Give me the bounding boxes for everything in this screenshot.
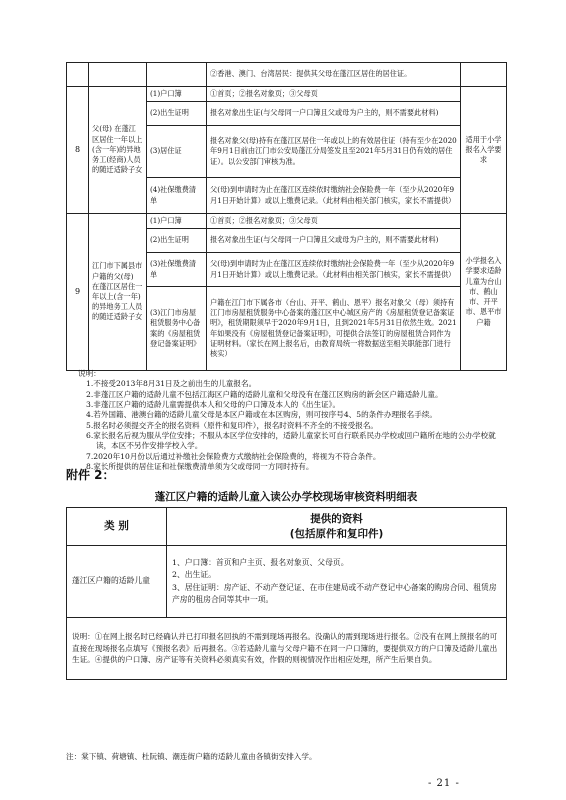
note-item: 3.非蓬江区户籍的适龄儿童需提供本人和父母的户口簿及本人的《出生证》。	[86, 399, 341, 409]
item-text: ①首页；②报名对象页；③父母页	[207, 214, 461, 229]
table-row	[67, 546, 507, 618]
note-item: 4.若外国籍、港澳台籍的适龄儿童父母是本区户籍或在本区购房，则可按序号4、5的条件办理报名手续。	[86, 410, 438, 420]
table-row	[67, 63, 507, 87]
requirement-cell: 适用于小学报名入学要求	[461, 87, 507, 214]
row-materials	[167, 546, 507, 618]
table-header-row	[67, 508, 507, 546]
category-cell: 父(母) 在蓬江区居住一年以上(含一年)的异地务工(经商)人员的随迁适龄子女	[89, 87, 147, 214]
material-item: 1、户口簿：首页和户主页、报名对象页、父母页。	[172, 558, 349, 568]
table-row	[67, 618, 507, 680]
header-materials	[167, 508, 507, 546]
item-text: 父(母)到申请时为止在蓬江区连续依时缴纳社会保险费一年（至少从2020年9月1日开始计算）或以上缴费记录。（此材料由相关部门核实，家长不需提供）	[207, 253, 461, 287]
item-label: (1)户口簿	[147, 214, 207, 229]
note-item: 6.家长报名后视为服从学位安排；不服从本区学位安排的，适龄儿童家长可自行联系民办学校或回户籍所在地的公办学校就读，本区不另作安排学校入学。	[86, 430, 496, 451]
row-category: 蓬江区户籍的适龄儿童	[67, 546, 167, 618]
annex-label: 附件 2：	[66, 468, 115, 482]
annex-footnote: 注：棠下镇、荷塘镇、杜阮镇、潮连街户籍的适龄儿童由各镇街安排入学。	[66, 752, 317, 761]
requirements-table	[66, 62, 507, 371]
note-item: 2.非蓬江区户籍的适龄儿童不包括江海区户籍的适龄儿童和父母没有在蓬江区购房的新会区户籍适龄儿童。	[86, 389, 443, 399]
table-row	[67, 214, 507, 229]
item-label: (3)江门市房屋租赁服务中心备案的《房屋租赁登记备案证明》	[147, 287, 207, 371]
annex-note: 说明：①在网上报名时已经确认并已打印报名回执的不需到现场再报名。没确认的需到现场进行报名。②没有在网上预报名的可直接在现场报名点填写《预报名表》后再报名。③若适龄儿童与父母户籍不在同一户口簿的，要提供双方的户口簿及适龄儿童出生证。④提供的户口簿、房产证等有关资料必须真实有效，作假的则视情况作出相应处理，所产生后果自负。	[67, 618, 507, 680]
item-label: (4)社保缴费清单	[147, 178, 207, 214]
item-text: 户籍在江门市下属各市（台山、开平、鹤山、恩平）报名对象父（母）须持有江门市房屋租赁服务中心备案的蓬江区中心城区房产的《房屋租赁登记备案证明》，租赁期限须早于2020年9月1日，且到2021年5月31日依然生效。2021年如果没有《房屋租赁登记备案证明》，可提供合法签订的房屋租赁合同作为证明材料。（家长在网上报名后，由教育局统一将数据送至相关职能部门进行核实）	[207, 287, 461, 371]
category-cell: 江门市下属县市户籍的父(母) 在蓬江区居住一年以上(含一年)的异地务工人员的随迁适龄子女	[89, 214, 147, 371]
material-item: 2、出生证。	[172, 570, 216, 580]
item-text: ①首页；②报名对象页；③父母页	[207, 87, 461, 102]
note-item: 1.不接受2013年8月31日及之前出生的儿童报名。	[86, 379, 257, 389]
item-text: 报名对象父(母)持有在蓬江区居住一年或以上的有效居住证（持有至少在2020年9月1日前由江门市公安局蓬江分局签发且至2021年5月31日仍有效的居住证）。以公安部门审核为准。	[207, 126, 461, 178]
table-row	[67, 87, 507, 102]
row-number: 8	[67, 87, 89, 214]
materials-table	[66, 507, 507, 680]
item-label: (2)出生证明	[147, 102, 207, 126]
item-label: (1)户口簿	[147, 87, 207, 102]
item-text: 报名对象出生证(与父母同一户口簿且父或母为户主的，则不需要此材料)	[207, 102, 461, 126]
note-item: 8.家长所提供的居住证和社保缴费清单须为父或母同一方同时持有。	[86, 461, 314, 471]
row-number: 9	[67, 214, 89, 371]
header-materials-line1: 提供的资料	[310, 513, 363, 526]
note-item: 7.2020年10月份以后通过补缴社会保险费方式缴纳社会保险费的，将视为不符合条件。	[86, 451, 381, 461]
item-label: (3)居住证	[147, 126, 207, 178]
item-label: (2)出生证明	[147, 229, 207, 253]
requirement-cell: 小学报名入学要求适龄儿童为台山市、鹤山市、开平市、恩平市户籍	[461, 214, 507, 371]
notes-heading: 说明：	[78, 369, 101, 378]
note-item: 5.报名时必须提交齐全的报名资料（原件和复印件），报名时资料不齐全的不接受报名。	[86, 420, 379, 430]
annex-title: 蓬江区户籍的适龄儿童入读公办学校现场审核资料明细表	[154, 491, 418, 503]
notes-section	[78, 369, 498, 472]
item-label: (3)社保缴费清单	[147, 253, 207, 287]
item-text: 父(母)到申请时为止在蓬江区连续依时缴纳社会保险费一年（至少从2020年9月1日开始计算）或以上缴费记录。（此材料由相关部门核实，家长不需提供）	[207, 178, 461, 214]
top-row-cell: ②香港、澳门、台湾居民：提供其父母在蓬江区居住的居住证。	[207, 63, 461, 87]
page-number: - 21 -	[428, 778, 460, 789]
material-item: 3、居住证明：房产证、不动产登记证、在市住建局或不动产登记中心备案的购房合同、租赁房产房的租房合同等其中一项。	[172, 582, 497, 604]
header-materials-line2: (包括原件和复印件)	[289, 527, 384, 540]
item-text: 报名对象出生证(与父母同一户口簿且父或母为户主的，则不需要此材料)	[207, 229, 461, 253]
header-category: 类 别	[67, 508, 167, 546]
